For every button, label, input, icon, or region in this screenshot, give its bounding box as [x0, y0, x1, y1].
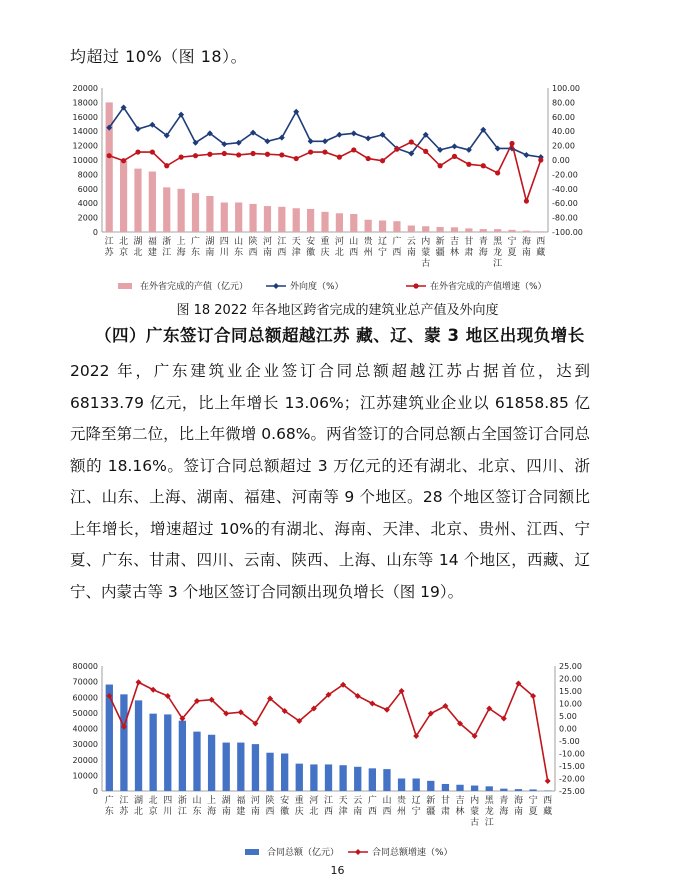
fig19-right-tick: -10.00 — [559, 749, 585, 759]
fig19-category-label: 天津 — [338, 796, 348, 817]
fig18-bar — [235, 202, 242, 232]
fig18-category-label: 广东 — [191, 237, 201, 258]
fig18-category-label: 辽宁 — [378, 237, 388, 258]
fig18-point — [222, 151, 227, 156]
fig18-point — [121, 158, 126, 163]
fig19-right-tick: -5.00 — [559, 737, 580, 746]
fig19-category-label: 西藏 — [543, 796, 553, 817]
fig18-bar — [293, 208, 300, 232]
fig18-point — [107, 153, 112, 158]
fig18-point — [380, 158, 385, 163]
fig18-point — [322, 138, 328, 144]
fig19-bar — [471, 786, 478, 791]
fig18-category-label: 吉林 — [449, 237, 459, 258]
fig19-category-label: 宁夏 — [528, 796, 538, 817]
fig19-category-label: 甘肃 — [440, 796, 450, 817]
fig18-category-label: 河南 — [262, 237, 272, 258]
fig18-category-label: 北京 — [119, 237, 129, 258]
fig18-left-tick: 10000 — [72, 156, 98, 165]
fig18-bar — [379, 220, 386, 232]
fig18-bar — [192, 193, 199, 232]
fig18-point — [437, 163, 442, 168]
fig18-category-label: 西藏 — [536, 237, 546, 258]
fig18-point — [279, 152, 284, 157]
fig19-category-label: 内蒙古 — [470, 796, 480, 828]
fig19-category-label: 吉林 — [455, 796, 465, 817]
fig19-bar — [223, 743, 230, 791]
fig19-bar — [252, 744, 259, 791]
fig18-point — [294, 156, 299, 161]
fig18-bar — [437, 227, 444, 232]
fig19-right-tick: -15.00 — [559, 762, 585, 771]
fig18-point — [351, 130, 357, 136]
fig18-bar — [508, 230, 515, 232]
fig18-point — [164, 163, 169, 168]
fig18-bar — [523, 231, 530, 232]
fig18-bar — [149, 172, 156, 232]
fig19-left-tick: 70000 — [72, 677, 98, 687]
fig18-category-label: 贵州 — [363, 237, 373, 258]
fig18-bar — [134, 169, 141, 232]
fig18-point — [250, 151, 255, 156]
fig18-category-label: 浙江 — [162, 237, 172, 258]
fig18-bar — [408, 226, 415, 232]
fig19-left-tick: 50000 — [72, 708, 98, 718]
fig19-category-label: 湖南 — [221, 796, 231, 817]
fig18-right-tick: -20.00 — [552, 170, 578, 180]
fig19-bar — [398, 779, 405, 792]
fig19-left-tick: 20000 — [72, 755, 98, 765]
fig18-category-label: 陕西 — [248, 237, 258, 258]
fig19-category-label: 重庆 — [294, 796, 304, 817]
fig18-point — [423, 149, 428, 154]
fig18-left-tick: 18000 — [72, 98, 98, 108]
fig18-point — [451, 143, 457, 149]
fig19-category-label: 上海 — [207, 796, 217, 817]
fig18-right-tick: -80.00 — [552, 213, 578, 223]
fig18-right-tick: 80.00 — [552, 98, 575, 108]
fig18-bar — [264, 206, 271, 232]
fig19-category-label: 广东 — [104, 796, 114, 817]
fig18-point — [308, 138, 314, 144]
fig19-bar — [135, 700, 142, 791]
fig19-right-tick: 5.00 — [559, 712, 577, 721]
fig18-left-tick: 8000 — [77, 170, 98, 180]
fig18-category-label: 江西 — [277, 237, 287, 258]
fig18-point — [265, 152, 270, 157]
fig18-bar — [465, 228, 472, 232]
fig18-left-tick: 2000 — [77, 213, 98, 223]
fig19-category-label: 云南 — [353, 796, 363, 817]
fig19-bar — [266, 753, 273, 791]
fig19-legend-swatch — [245, 849, 259, 855]
fig18-category-label: 新疆 — [435, 237, 445, 258]
fig18-left-tick: 6000 — [77, 184, 98, 194]
fig18-category-label: 天津 — [291, 237, 301, 258]
fig19-bar — [149, 714, 156, 791]
fig19-bar — [193, 732, 200, 791]
fig19-category-label: 青海 — [499, 796, 509, 817]
fig19-bar — [339, 765, 346, 791]
fig18-legend-swatch — [118, 283, 132, 289]
fig18-bar — [480, 229, 487, 232]
fig18-left-tick: 0 — [92, 228, 98, 237]
fig19-bar — [310, 764, 317, 791]
fig19-right-tick: 0.00 — [559, 724, 577, 734]
fig19-left-tick: 30000 — [72, 740, 98, 750]
fig18-bar — [120, 161, 127, 232]
fig18-legend-marker — [413, 283, 418, 288]
fig19-bar — [369, 768, 376, 791]
fig18-left-tick: 20000 — [72, 84, 98, 93]
fig18-bar — [163, 187, 170, 232]
fig19-left-tick: 60000 — [72, 693, 98, 703]
fig18-legend-label: 在外省完成的产值增速（%） — [430, 282, 547, 292]
fig18-left-tick: 14000 — [72, 127, 98, 137]
fig19-point — [150, 687, 156, 693]
fig18-point — [293, 109, 299, 115]
fig18-point — [452, 154, 457, 159]
fig19-bar — [500, 789, 507, 791]
fig18-point — [365, 135, 371, 141]
section-heading: （四）广东签订合同总额超越江苏 藏、辽、蒙 3 地区出现负增长 — [95, 326, 585, 345]
fig18-bar — [451, 227, 458, 232]
fig18-bar — [206, 196, 213, 232]
fig18-left-tick: 16000 — [72, 112, 98, 122]
fig18-bar — [422, 226, 429, 232]
fig19-category-label: 陕西 — [265, 796, 275, 817]
fig19-right-tick: 20.00 — [559, 674, 582, 684]
fig18-point — [481, 163, 486, 168]
fig18-legend-label: 在外省完成的产值（亿元） — [140, 282, 249, 292]
fig18-right-tick: -100.00 — [552, 228, 583, 237]
fig18-point — [495, 170, 500, 175]
fig18-category-label: 黑龙江 — [493, 237, 503, 269]
fig19-bar — [281, 754, 288, 792]
fig19-left-tick: 0 — [92, 787, 98, 796]
fig18-bar — [321, 212, 328, 232]
fig18-left-tick: 4000 — [77, 199, 98, 209]
fig18-category-label: 甘肃 — [464, 237, 474, 258]
fig18-point — [524, 198, 529, 203]
fig18-bar — [221, 202, 228, 232]
fig19-bar — [208, 735, 215, 791]
fig19-bar — [325, 764, 332, 791]
fig19-bar — [515, 789, 522, 791]
fig19-category-label: 广西 — [367, 796, 377, 817]
fig18-bar — [494, 229, 501, 232]
fig19-category-label: 海南 — [513, 796, 523, 817]
fig18-category-label: 河北 — [334, 237, 344, 258]
fig19-right-tick: 15.00 — [559, 687, 582, 696]
fig18-point — [207, 152, 212, 157]
fig19-bar — [179, 721, 186, 791]
fig18-category-label: 重庆 — [320, 237, 330, 258]
fig18-category-label: 湖北 — [133, 237, 143, 258]
fig18-point — [523, 152, 529, 158]
fig19-legend-label: 合同总额（亿元） — [267, 848, 340, 858]
fig18-category-label: 宁夏 — [507, 237, 517, 258]
fig19-category-label: 河北 — [309, 796, 319, 817]
fig19-bar — [296, 764, 303, 791]
fig18-point — [509, 141, 514, 146]
fig18-point — [179, 155, 184, 160]
fig19-category-label: 安徽 — [280, 796, 290, 817]
fig18-point — [135, 149, 140, 154]
fig19-bar — [413, 779, 420, 792]
fig19-bar — [354, 767, 361, 791]
fig19-category-label: 山西 — [382, 796, 392, 817]
fig18-point — [394, 147, 399, 152]
fig19-left-tick: 10000 — [72, 771, 98, 781]
fig18-bar — [178, 189, 185, 232]
fig19-bar — [486, 786, 493, 791]
fig19-category-label: 湖北 — [134, 796, 144, 817]
fig19-category-label: 山东 — [192, 796, 202, 817]
fig18-bar — [365, 220, 372, 232]
page-number: 16 — [330, 864, 345, 877]
fig18-category-label: 青海 — [478, 237, 488, 258]
fig19-bar — [120, 694, 127, 791]
fig19-category-label: 四川 — [163, 796, 173, 817]
body-paragraph: 2022 年，广东建筑业企业签订合同总额超越江苏占据首位，达到 68133.79 亿元，比上年增长 13.06%；江苏建筑业企业以 61858.85 亿元降至第二位，比上年微增 0.68%。两省签订的合同总额占全国签订合同总额的 18.16%。签订合同总额超过 3 万亿元的还有湖北、北京、四川、浙江、山东、上海、湖南、福建、河南等 9 个地区。28 个地区签订合同额比上年增长，增速超过 10%的有湖北、海南、天津、北京、贵州、江西、宁夏、广东、甘肃、四川、云南、陕西、上海、山东等 14 个地区，西藏、辽宁、内蒙古等 3 个地区签订合同额出现负增长（图 19）。 — [70, 362, 590, 601]
fig19-legend-label: 合同总额增速（%） — [372, 848, 453, 858]
fig19-category-label: 新疆 — [426, 796, 436, 817]
fig18-bar — [336, 213, 343, 232]
fig18-right-tick: -40.00 — [552, 184, 578, 194]
fig18-point — [150, 149, 155, 154]
figure19-chart — [0, 650, 675, 860]
fig18-point — [322, 149, 327, 154]
fig19-category-label: 福建 — [236, 796, 246, 817]
fig19-legend-marker — [355, 849, 361, 855]
fig18-point — [279, 135, 285, 141]
fig18-legend-label: 外向度（%） — [290, 282, 344, 292]
fig19-left-tick: 40000 — [72, 724, 98, 734]
fig18-bar — [393, 221, 400, 232]
fig18-point — [193, 153, 198, 158]
fig19-right-tick: 10.00 — [559, 699, 582, 709]
fig18-bar — [537, 231, 544, 232]
fig19-point — [545, 778, 551, 784]
fig18-point — [351, 147, 356, 152]
fig18-category-label: 海南 — [521, 237, 531, 258]
fig19-category-label: 江西 — [323, 796, 334, 817]
fig18-point — [366, 156, 371, 161]
fig18-point — [336, 132, 342, 138]
fig19-bar — [442, 784, 449, 791]
fig18-bar — [278, 207, 285, 232]
fig18-point — [466, 162, 471, 167]
fig18-category-label: 云南 — [406, 237, 416, 258]
fig18-category-label: 福建 — [147, 237, 157, 258]
fig18-right-tick: -60.00 — [552, 199, 578, 209]
fig18-category-label: 广西 — [392, 237, 402, 258]
fig19-bar — [529, 789, 536, 791]
fig19-point — [369, 701, 375, 707]
fig18-left-tick: 12000 — [72, 141, 98, 151]
fig18-category-label: 安徽 — [306, 237, 316, 258]
fig18-category-label: 湖南 — [205, 237, 215, 258]
fig18-right-tick: 40.00 — [552, 127, 575, 137]
fig19-bar — [164, 714, 171, 791]
fig18-right-tick: 0.00 — [552, 156, 570, 165]
figure18-caption: 图 18 2022 年各地区跨省完成的建筑业总产值及外向度 — [176, 303, 499, 318]
fig18-category-label: 山东 — [234, 237, 244, 258]
fig18-point — [409, 139, 414, 144]
fig18-right-tick: 100.00 — [552, 84, 580, 93]
fig19-right-tick: -20.00 — [559, 774, 585, 784]
intro-line: 均超过 10%（图 18）。 — [70, 47, 248, 66]
fig19-category-label: 北京 — [148, 796, 158, 817]
fig19-category-label: 江苏 — [119, 796, 129, 817]
fig18-point — [337, 155, 342, 160]
fig19-category-label: 贵州 — [397, 796, 407, 817]
fig18-bar — [350, 214, 357, 232]
figure18-chart — [0, 70, 675, 300]
fig18-category-label: 江苏 — [104, 237, 114, 258]
fig19-right-tick: 25.00 — [559, 662, 582, 671]
fig18-point — [236, 152, 241, 157]
fig18-right-tick: 20.00 — [552, 141, 575, 151]
fig18-bar — [249, 204, 256, 232]
fig18-point — [538, 157, 543, 162]
fig18-category-label: 山西 — [349, 237, 359, 258]
fig19-point — [136, 679, 142, 685]
fig18-legend-marker — [273, 283, 279, 289]
fig18-category-label: 内蒙古 — [421, 237, 431, 269]
fig19-category-label: 黑龙江 — [484, 796, 494, 828]
fig18-point — [308, 149, 313, 154]
fig19-right-tick: -25.00 — [559, 787, 585, 796]
fig19-category-label: 河南 — [250, 796, 260, 817]
fig18-bar — [307, 209, 314, 232]
fig18-bar — [106, 102, 113, 232]
fig19-bar — [456, 785, 463, 791]
fig19-category-label: 辽宁 — [411, 796, 421, 817]
fig18-category-label: 四川 — [219, 237, 229, 258]
fig18-category-label: 上海 — [176, 237, 186, 258]
fig19-bar — [383, 769, 390, 791]
fig19-bar — [427, 781, 434, 791]
fig18-right-tick: 60.00 — [552, 112, 575, 122]
fig19-category-label: 浙江 — [177, 796, 187, 817]
fig19-bar — [237, 743, 244, 791]
fig19-left-tick: 80000 — [72, 662, 98, 671]
